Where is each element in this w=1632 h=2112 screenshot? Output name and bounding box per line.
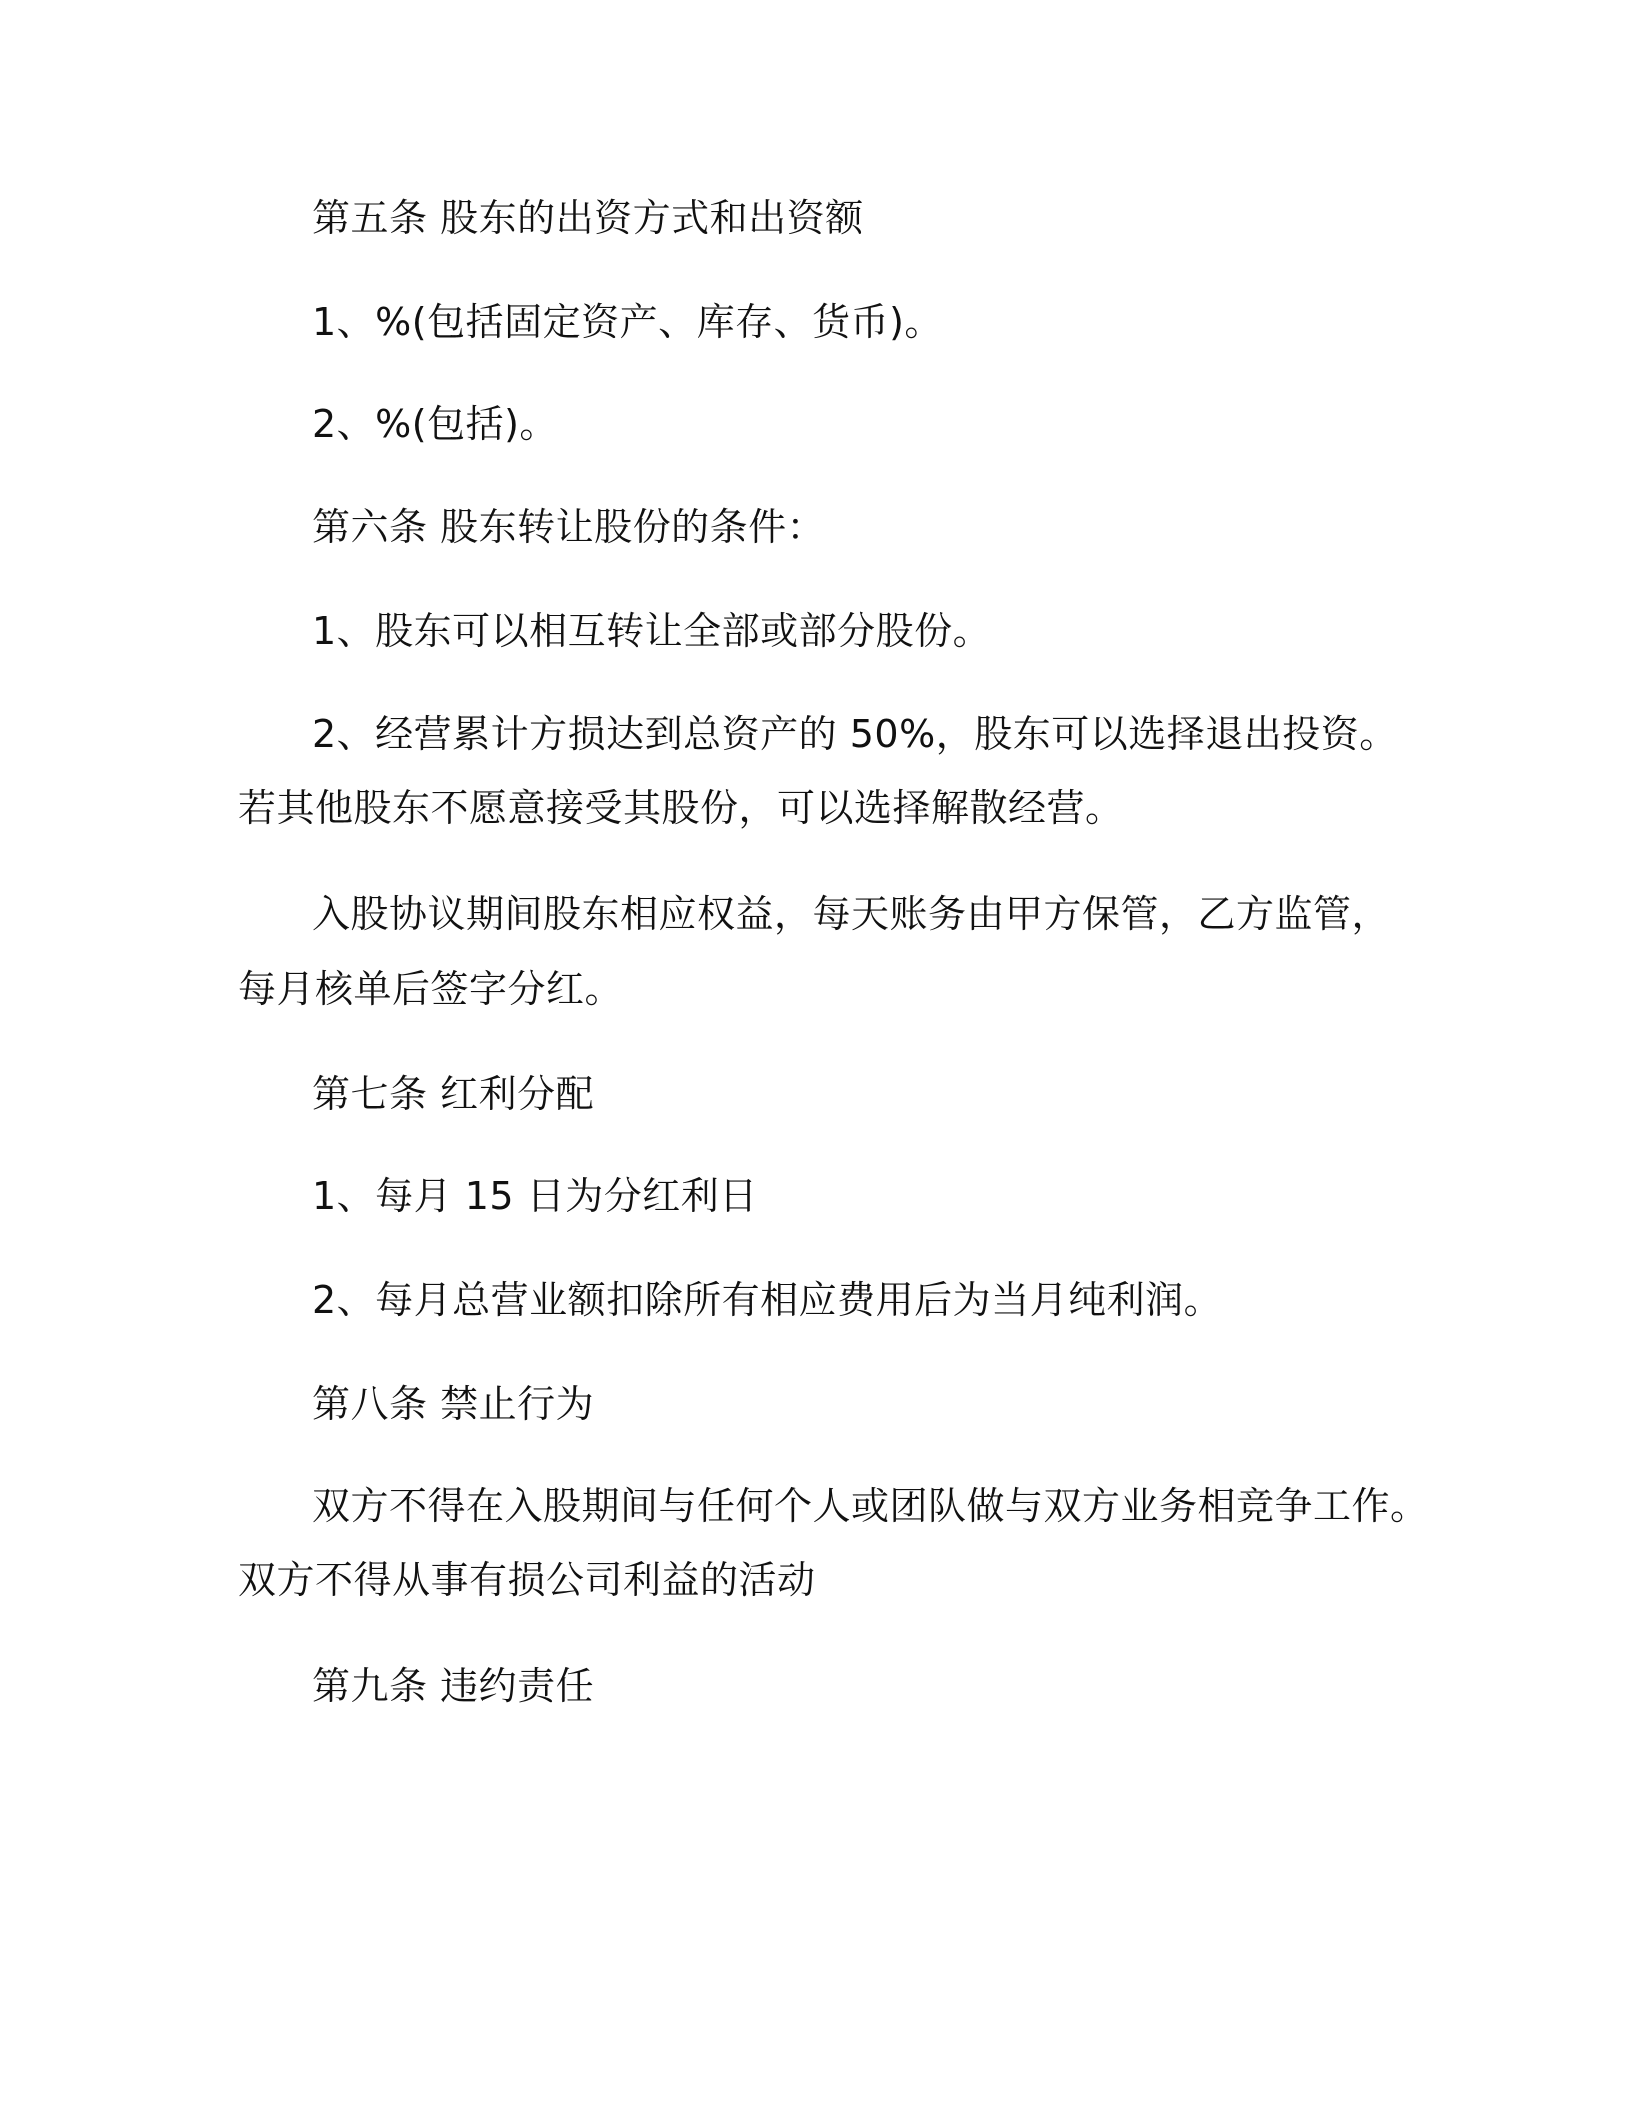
article6-paragraph-line1: 入股协议期间股东相应权益，每天账务由甲方保管，乙方监管， bbox=[312, 892, 1391, 936]
article8-paragraph-line2: 双方不得从事有损公司利益的活动 bbox=[238, 1558, 816, 1602]
article6-item2-line2: 若其他股东不愿意接受其股份，可以选择解散经营。 bbox=[238, 786, 1124, 830]
article7-item2: 2、每月总营业额扣除所有相应费用后为当月纯利润。 bbox=[312, 1278, 1223, 1322]
article7-heading: 第七条 红利分配 bbox=[312, 1072, 595, 1116]
article8-paragraph-line1: 双方不得在入股期间与任何个人或团队做与双方业务相竞争工作。 bbox=[312, 1484, 1429, 1528]
article8-heading: 第八条 禁止行为 bbox=[312, 1382, 595, 1426]
article6-item2-line1: 2、经营累计方损达到总资产的 50%，股东可以选择退出投资。 bbox=[312, 712, 1398, 756]
article5-item2: 2、%(包括)。 bbox=[312, 402, 558, 446]
article5-item1: 1、%(包括固定资产、库存、货币)。 bbox=[312, 300, 943, 344]
article9-heading: 第九条 违约责任 bbox=[312, 1664, 595, 1708]
article6-paragraph-line2: 每月核单后签字分红。 bbox=[238, 967, 624, 1011]
article6-item1: 1、股东可以相互转让全部或部分股份。 bbox=[312, 609, 992, 653]
article6-heading: 第六条 股东转让股份的条件： bbox=[312, 505, 826, 549]
article5-heading: 第五条 股东的出资方式和出资额 bbox=[312, 196, 864, 240]
article7-item1: 1、每月 15 日为分红利日 bbox=[312, 1174, 758, 1218]
